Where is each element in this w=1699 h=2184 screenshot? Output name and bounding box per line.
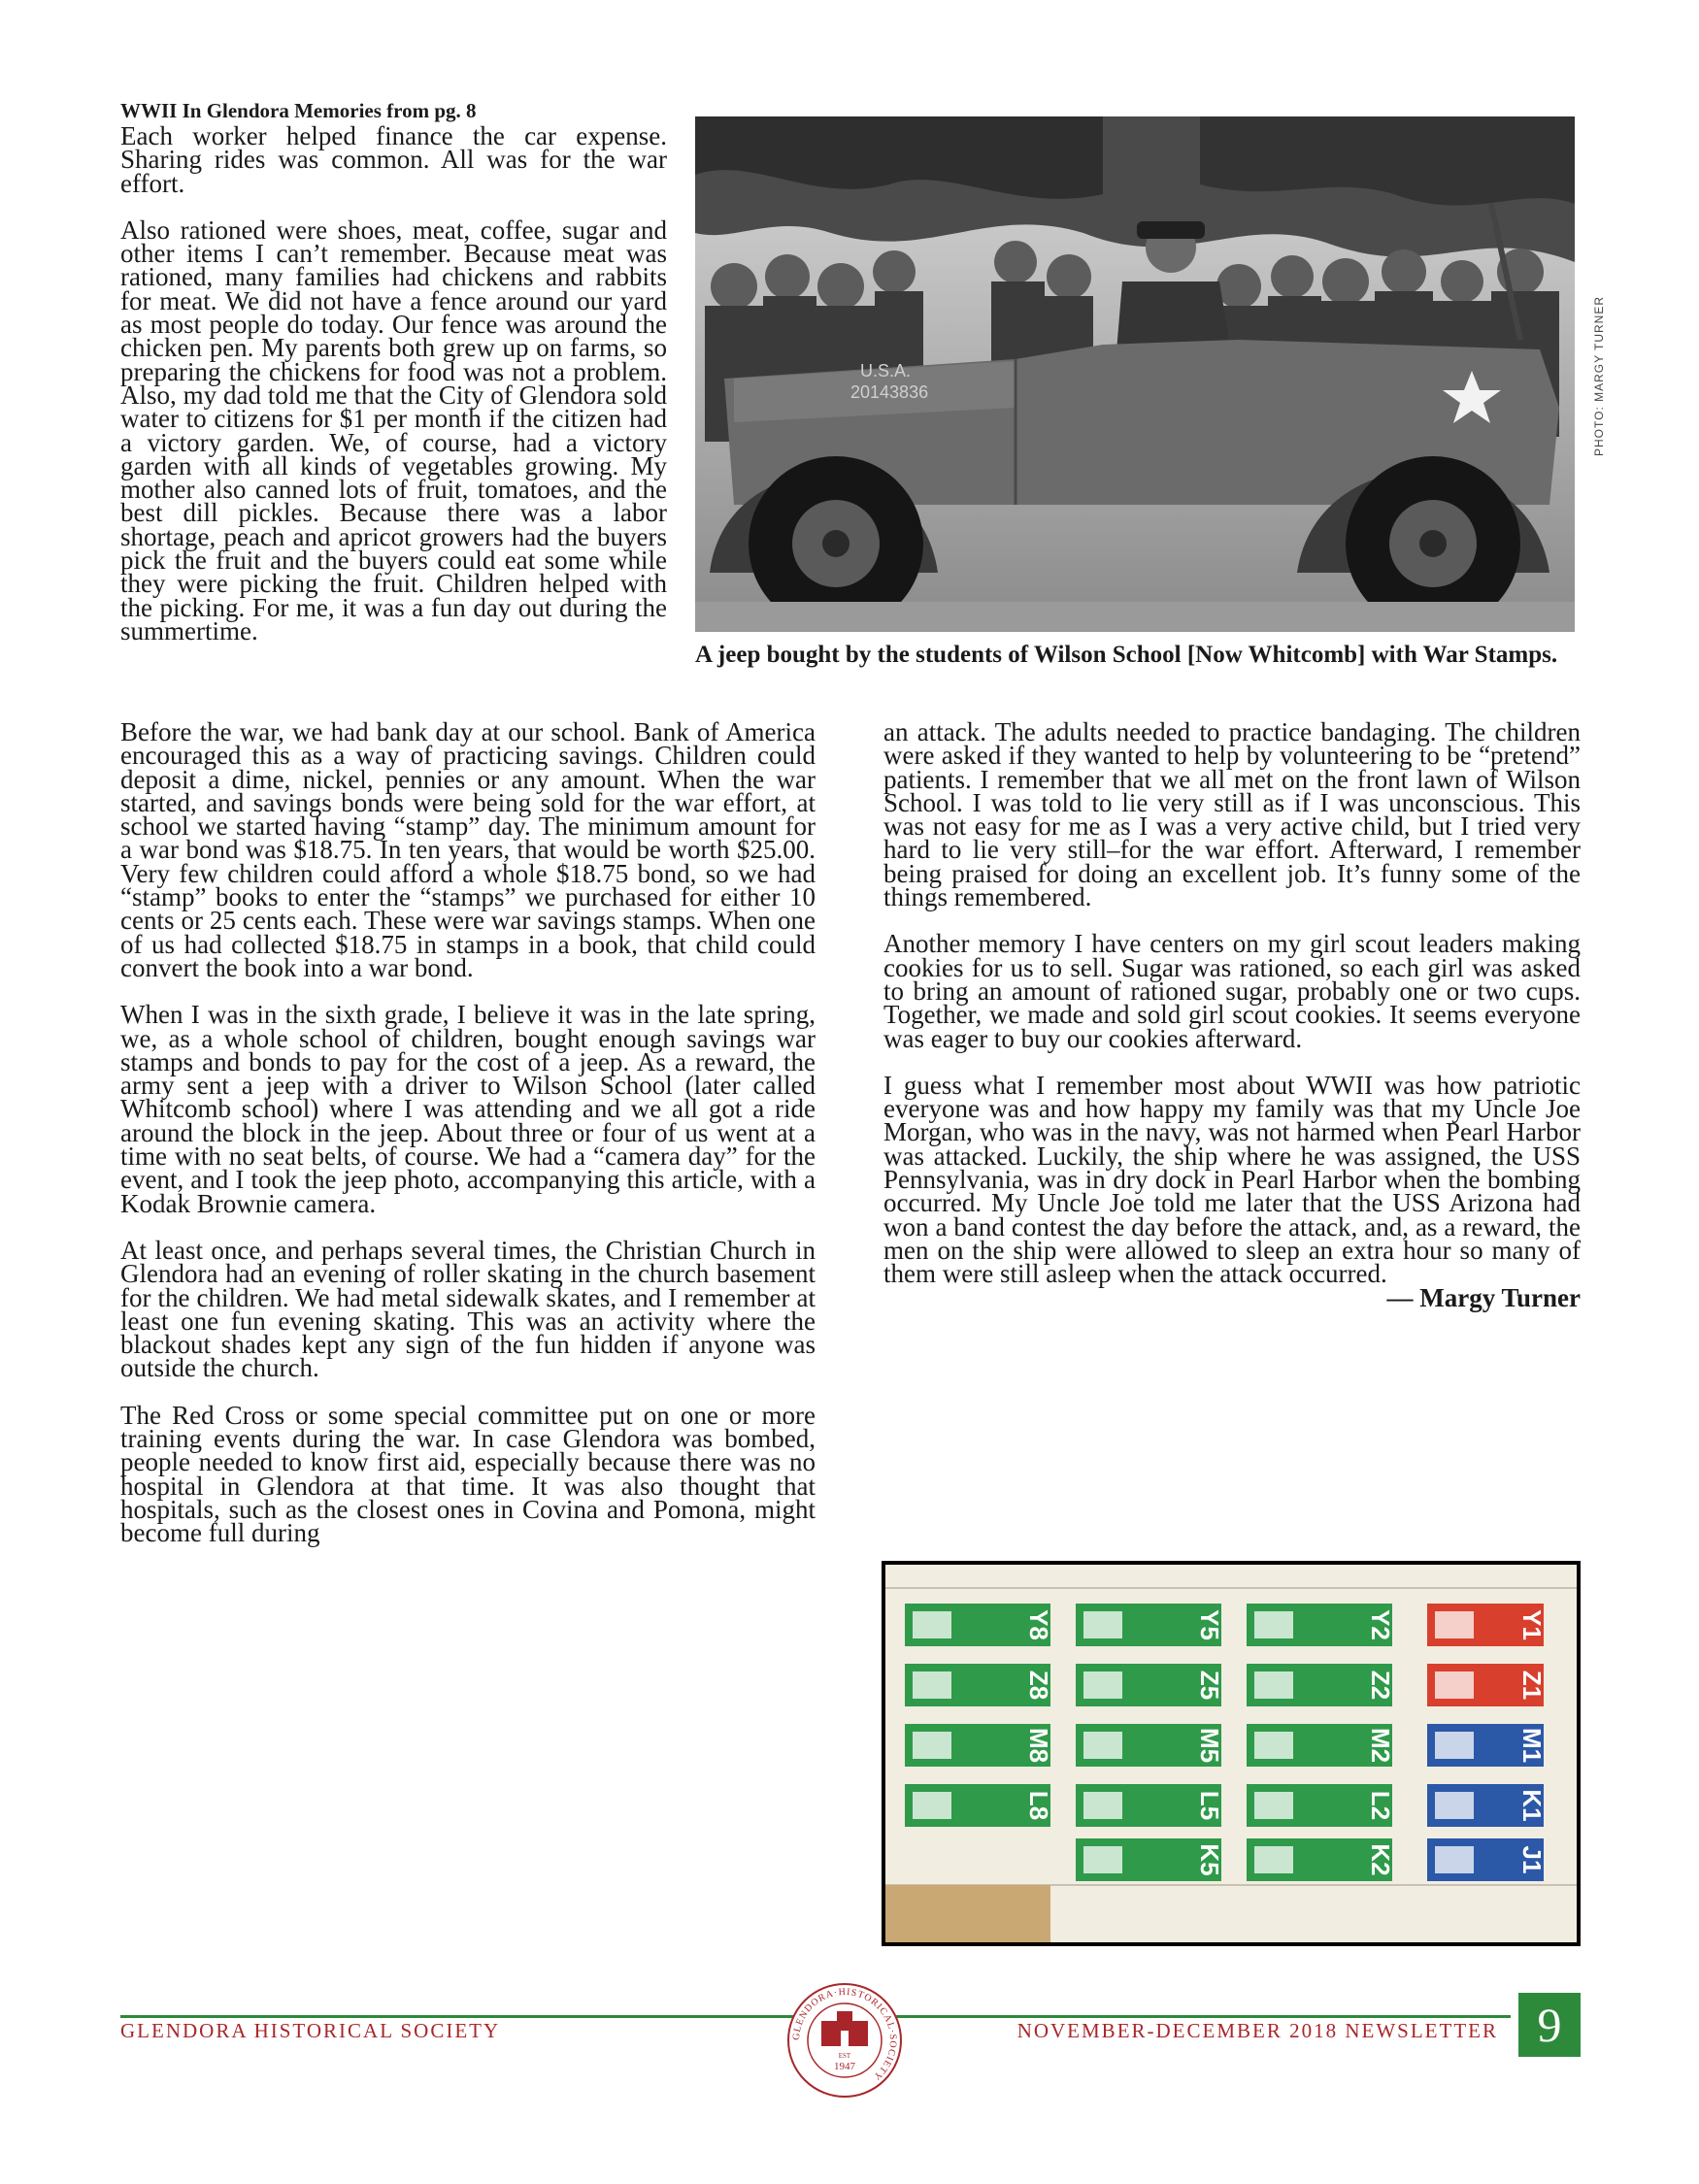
seal-year: 1947 — [834, 2061, 855, 2072]
footer-issue: NOVEMBER-DECEMBER 2018 NEWSLETTER — [1016, 2019, 1498, 2042]
stamp-label: Z1 — [1517, 1670, 1548, 1701]
stamp-figure — [913, 1732, 951, 1759]
stamp-figure — [1435, 1732, 1474, 1759]
article-paragraph: Before the war, we had bank day at our school. Bank of America encouraged this as a way of practicing savings. Children could deposit a dime, nickel, pennies or any amount. When the war started, and savings bonds were being sold for the war effort, at school we started having “stamp” day. The minimum amount for a war bond was $18.75. In ten years, that would be worth $25.00. Very few children could afford a whole $18.75 bond, so we had “stamp” books to enter the “stamps” we purchased for either 10 cents or 25 cents each. These were war savings stamps. When one of us had collected $18.75 in stamps in a book, that child could convert the book into a war bond. — [120, 717, 816, 982]
seal-est: EST — [838, 2052, 851, 2060]
stamp-figure — [1435, 1611, 1474, 1638]
stamp-figure — [1254, 1732, 1293, 1759]
stamp-figure — [1435, 1846, 1474, 1873]
article-paragraph: When I was in the sixth grade, I believe it was in the late spring, we, as a whole school of children, bought enough savings war stamps and bonds to pay for the cost of a jeep. As a reward, the army sent a jeep with a driver to Wilson School (later called Whitcomb school) where I was attending and we all got a ride around the block in the jeep. About three or four of us went at a time with no seat belts, of course. We had a “camera day” for the event, and I took the jeep photo, accompanying this article, with a Kodak Brownie camera. — [120, 1000, 816, 1218]
stamp-figure — [1083, 1732, 1122, 1759]
stamp-label: L5 — [1195, 1790, 1225, 1821]
ration-stamps-illustration — [885, 1565, 1577, 1942]
ration-stamp — [1076, 1724, 1224, 1767]
ration-stamp — [1247, 1784, 1395, 1827]
ration-stamp — [1076, 1604, 1224, 1646]
article-paragraph: The Red Cross or some special committee put on one or more training events during the war. In case Glendora was bombed, people needed to know first aid, especially because there was no hospital in Glendora at that time. It was also thought that hospitals, such as the closest ones in Covina and Pomona, might become full during — [120, 1400, 816, 1548]
stamp-figure — [1254, 1846, 1293, 1873]
stamp-label: Y8 — [1024, 1609, 1054, 1640]
ration-stamp — [1247, 1838, 1395, 1881]
running-head: WWII In Glendora Memories from pg. 8 — [120, 99, 477, 122]
ration-stamp — [1247, 1724, 1395, 1767]
stamp-label: M5 — [1195, 1727, 1225, 1764]
ration-stamp — [1076, 1784, 1224, 1827]
jeep-caption: A jeep bought by the students of Wilson School [Now Whitcomb] with War Stamps. — [695, 642, 1558, 668]
ration-stamp — [905, 1724, 1053, 1767]
stamp-figure — [913, 1792, 951, 1819]
article-paragraph: At least once, and perhaps several times, the Christian Church in Glendora had an evening of roller skating in the church basement for the children. We had metal sidewalk skates, and I remember at least one fun evening skating. This was an activity where the blackout shades kept any sign of the fun hidden if anyone was outside the church. — [120, 1235, 816, 1383]
stamp-figure — [1254, 1611, 1293, 1638]
ration-stamp — [1427, 1784, 1547, 1827]
stamp-figure — [1083, 1846, 1122, 1873]
ration-stamp — [1247, 1604, 1395, 1646]
intro-paragraph: Each worker helped finance the car expense. Sharing rides was common. All was for the war effort. — [120, 121, 667, 198]
jeep-photo-illustration — [695, 116, 1575, 632]
ration-stamp — [1427, 1838, 1547, 1881]
stamp-label: L8 — [1024, 1790, 1054, 1821]
stamp-figure — [913, 1671, 951, 1699]
article-paragraph: Also rationed were shoes, meat, coffee, sugar and other items I can’t remember. Because meat was rationed, many families had chickens and rabbits for meat. We did not have a fence around our yard as most people do today. Our fence was around the chicken pen. My parents both grew up on farms, so preparing the chickens for food was not a problem. Also, my dad told me that the City of Glendora sold water to citizens for $1 per month if the citizen had a victory garden. We, of course, had a victory garden with all kinds of vegetables growing. My mother also canned lots of fruit, tomatoes, and the best dill pickles. Because there was a labor shortage, peach and apricot growers had the buyers pick the fruit and the buyers could eat some while they were picking the fruit. Children helped with the picking. For me, it was a fun day out during the summertime. — [120, 215, 667, 645]
ration-stamp — [905, 1604, 1053, 1646]
hood-marking-number: 20143836 — [850, 382, 929, 402]
stamp-label: Y1 — [1517, 1609, 1548, 1640]
ration-stamp — [1076, 1838, 1224, 1881]
intro-column — [120, 121, 667, 666]
closing-text: I guess what I remember most about WWII was how patriotic everyone was and how happy my family was that my Uncle Joe Morgan, who was in the navy, was not harmed when Pearl Harbor was attacked. Luckily, the ship where he was assigned, the USS Pennsylvania, was in dry dock in Pearl Harbor when the bombing occurred. My Uncle Joe told me later that the USS Arizona had won a band contest the day before the attack, and, as a reward, the men on the ship were allowed to sleep an extra hour so many of them were still asleep when the attack occurred. — [883, 1070, 1581, 1289]
article-paragraph: an attack. The adults needed to practice bandaging. The children were asked if they wanted to help by volunteering to be “pretend” patients. I remember that we all met on the front lawn of Wilson School. I was told to lie very still as if I was unconscious. This was not easy for me as I was a very active child, but I tried very hard to lie very still–for the war effort. Afterward, I remember being praised for doing an excellent job. It’s funny some of the things remembered. — [883, 717, 1581, 912]
jeep-photo — [695, 116, 1575, 632]
stamp-figure — [1435, 1792, 1474, 1819]
closing-paragraph — [883, 1070, 1581, 1312]
society-seal — [784, 1980, 905, 2101]
article-paragraph: Another memory I have centers on my girl scout leaders making cookies for us to sell. Sugar was rationed, so each girl was asked to bring an amount of rationed sugar, probably one or two cups. Together, we made and sold girl scout cookies. It seems everyone was eager to buy our cookies afterward. — [883, 929, 1581, 1053]
stamp-label: Z2 — [1366, 1670, 1396, 1701]
ration-stamp — [1427, 1724, 1547, 1767]
stamp-figure — [1083, 1792, 1122, 1819]
page-number: 9 — [1518, 1993, 1581, 2057]
photo-credit: PHOTO: MARGY TURNER — [1592, 295, 1606, 456]
author-signature: — Margy Turner — [1386, 1282, 1581, 1312]
ration-stamp — [1247, 1664, 1395, 1706]
stamp-figure — [913, 1611, 951, 1638]
stamp-figure — [1083, 1671, 1122, 1699]
stamp-label: J1 — [1517, 1845, 1548, 1874]
right-column — [883, 717, 1581, 1333]
footer-society-name: GLENDORA HISTORICAL SOCIETY — [120, 2019, 501, 2042]
stamp-figure — [1435, 1671, 1474, 1699]
ration-stamp — [905, 1664, 1053, 1706]
ration-stamp — [1427, 1604, 1547, 1646]
stamp-figure — [1254, 1792, 1293, 1819]
stamp-label: L2 — [1366, 1790, 1396, 1821]
stamp-label: M8 — [1024, 1727, 1054, 1764]
ration-stamp — [905, 1784, 1053, 1827]
ration-stamp — [1076, 1664, 1224, 1706]
stamp-label: Y5 — [1195, 1609, 1225, 1640]
stamp-label: K2 — [1366, 1843, 1396, 1876]
hood-marking-usa: U.S.A. — [860, 361, 912, 381]
stamp-figure — [1083, 1611, 1122, 1638]
stamp-label: M1 — [1517, 1727, 1548, 1764]
stamp-label: Z8 — [1024, 1670, 1054, 1701]
stamp-label: Y2 — [1366, 1609, 1396, 1640]
stamp-label: Z5 — [1195, 1670, 1225, 1701]
seal-text: GLENDORA·HISTORICAL·SOCIETY — [790, 1986, 899, 2083]
stamp-label: K5 — [1195, 1843, 1225, 1876]
ration-stamps-photo — [882, 1561, 1581, 1946]
stamp-figure — [1254, 1671, 1293, 1699]
stamp-label: K1 — [1517, 1789, 1548, 1822]
stamp-label: M2 — [1366, 1727, 1396, 1764]
ration-stamp — [1427, 1664, 1547, 1706]
left-column — [120, 717, 816, 1569]
